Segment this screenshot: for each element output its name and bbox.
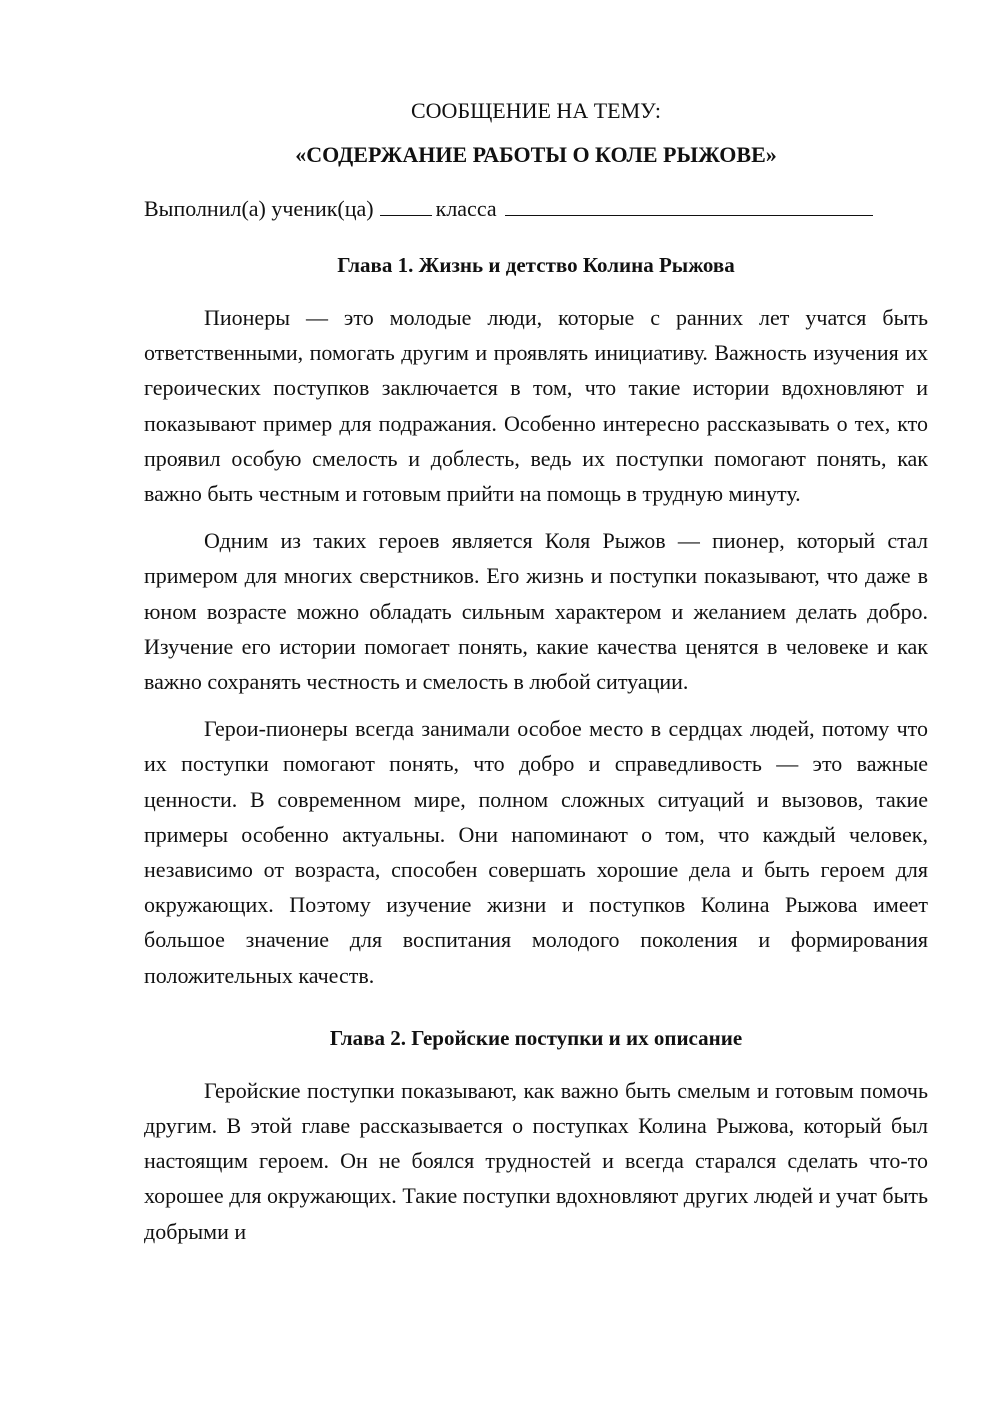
- signature-prefix: Выполнил(а) ученик(ца): [144, 196, 374, 221]
- report-title-line-1: СООБЩЕНИЕ НА ТЕМУ:: [411, 98, 661, 123]
- chapter-1-paragraph-1: Пионеры — это молодые люди, которые с ранних лет учатся быть ответственными, помогать другим и проявлять инициативу. Важность изучения их героических поступков заключается в том, что такие истории вдохновляют и показывают пример для подражания. Особенно интересно рассказывать о тех, кто проявил особую смелость и доблесть, ведь их поступки помогают понять, как важно быть честным и готовым прийти на помощь в трудную минуту.: [144, 305, 928, 507]
- chapter-1-paragraph-3: Герои-пионеры всегда занимали особое место в сердцах людей, потому что их поступки помогают понять, что добро и справедливость — это важные ценности. В современном мире, полном сложных ситуаций и вызовов, такие примеры особенно актуальны. Они напоминают о том, что каждый человек, независимо от возраста, способен совершать хорошие дела и быть героем для окружающих. Поэтому изучение жизни и поступков Колина Рыжова имеет большое значение для воспитания молодого поколения и формирования положительных качеств.: [144, 716, 928, 988]
- document-content: [144, 96, 928, 1261]
- student-name-blank: [505, 195, 873, 216]
- report-title-line-2: «СОДЕРЖАНИЕ РАБОТЫ О КОЛЕ РЫЖОВЕ»: [295, 142, 777, 167]
- chapter-2-paragraph-1: Геройские поступки показывают, как важно быть смелым и готовым помочь другим. В этой главе рассказывается о поступках Колина Рыжова, который был настоящим героем. Он не боялся трудностей и всегда старался сделать что-то хорошее для окружающих. Такие поступки вдохновляют других людей и учат быть добрыми и: [144, 1077, 928, 1244]
- signature-class-label: класса: [435, 196, 497, 221]
- chapter-2-heading: Глава 2. Геройские поступки и их описание: [329, 1025, 743, 1050]
- signature-line: [144, 194, 928, 224]
- chapter-1-paragraph-2: Одним из таких героев является Коля Рыжов — пионер, который стал примером для многих сверстников. Его жизнь и поступки показывают, что даже в юном возрасте можно обладать сильным характером и желанием делать добро. Изучение его истории помогает понять, какие качества ценятся в человеке и как важно сохранять честность и смелость в любой ситуации.: [144, 528, 928, 695]
- class-number-blank: [380, 195, 432, 216]
- chapter-1-heading: Глава 1. Жизнь и детство Колина Рыжова: [337, 253, 735, 277]
